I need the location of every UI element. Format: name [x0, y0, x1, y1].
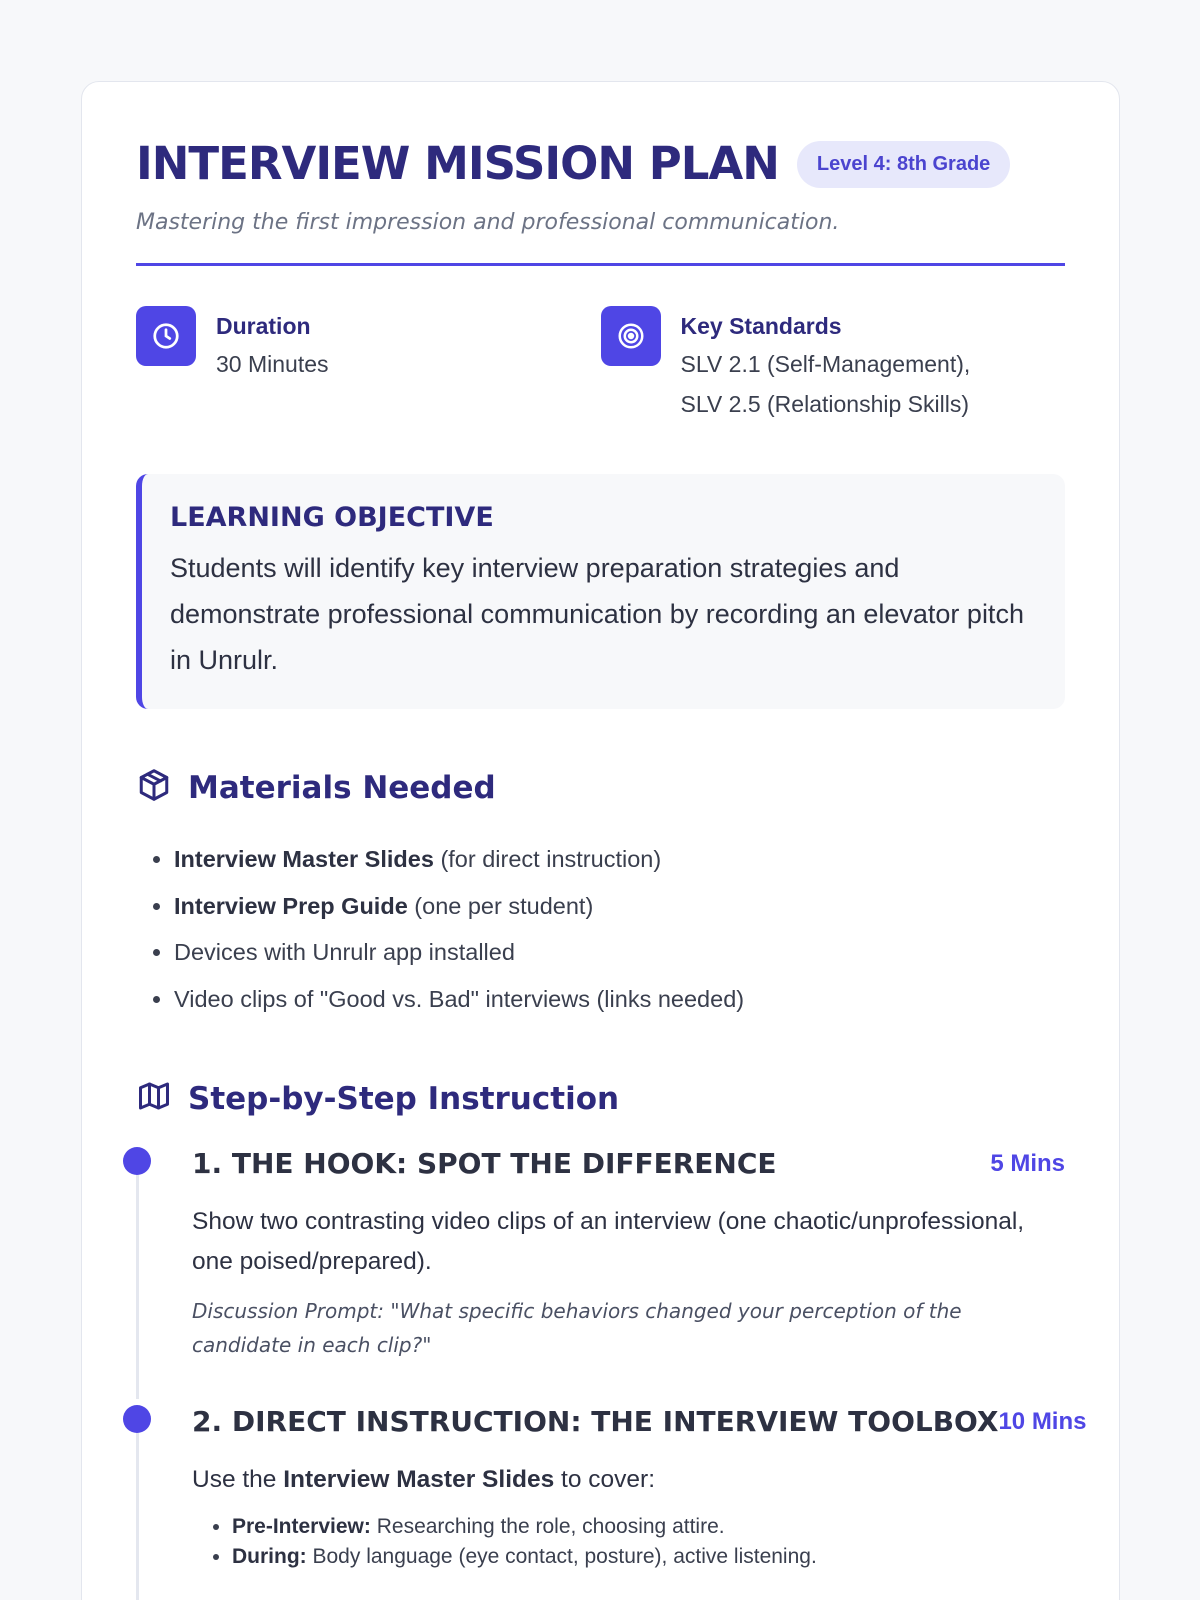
- meta-row: [136, 306, 1065, 424]
- header-divider: [136, 263, 1065, 266]
- discussion-prompt: Discussion Prompt: "What specific behaviors changed your perception of the candidate in each clip?": [192, 1299, 962, 1357]
- steps-timeline: [136, 1147, 1087, 1572]
- clock-icon: [136, 306, 196, 366]
- materials-list: [136, 836, 1065, 1022]
- duration-info: [136, 306, 601, 424]
- list-item: • Pre-Interview: Researching the role, choosing attire.: [232, 1512, 1065, 1542]
- list-item: • During: Body language (eye contact, posture), active listening.: [232, 1542, 1065, 1572]
- map-icon: [136, 1078, 172, 1119]
- standards-info: [601, 306, 1066, 424]
- page-subtitle: Mastering the first impression and professional communication.: [136, 210, 840, 235]
- timeline-line: [136, 1427, 139, 1600]
- lesson-plan-card: [81, 81, 1120, 1600]
- grade-level-badge: Level 4: 8th Grade: [797, 141, 1010, 188]
- steps-title: Step-by-Step Instruction: [188, 1080, 620, 1117]
- step-description: Show two contrasting video clips of an interview (one chaotic/unprofessional, one poised/prepared).: [192, 1208, 1025, 1275]
- materials-section: [136, 767, 1065, 1022]
- materials-title: Materials Needed: [188, 769, 496, 806]
- step-duration: 5 Mins: [990, 1149, 1065, 1177]
- duration-value: 30 Minutes: [216, 351, 329, 377]
- standards-label: Key Standards: [680, 313, 842, 339]
- standards-line: SLV 2.5 (Relationship Skills): [680, 391, 969, 417]
- target-icon: [601, 306, 661, 366]
- step-description: Use the Interview Master Slides to cover:: [192, 1466, 655, 1493]
- title-row: [136, 134, 1065, 194]
- step-item: [136, 1405, 1087, 1572]
- box-icon: [136, 767, 172, 808]
- step-duration: 10 Mins: [998, 1407, 1087, 1435]
- duration-label: Duration: [216, 313, 311, 339]
- list-item: • Devices with Unrulr app installed: [174, 929, 1065, 976]
- step-title: 1. THE HOOK: SPOT THE DIFFERENCE: [192, 1147, 777, 1180]
- learning-objective: [136, 474, 1065, 709]
- timeline-line: [136, 1169, 139, 1399]
- page-title: INTERVIEW MISSION PLAN: [136, 137, 779, 190]
- timeline-dot: [123, 1147, 151, 1175]
- list-item: • Interview Master Slides (for direct instruction): [174, 836, 1065, 883]
- materials-heading: [136, 767, 1065, 808]
- list-item: • Video clips of "Good vs. Bad" interviews (links needed): [174, 976, 1065, 1023]
- timeline-dot: [123, 1405, 151, 1433]
- objective-title: LEARNING OBJECTIVE: [170, 502, 494, 533]
- step-bullets: [192, 1512, 1065, 1572]
- list-item: • Interview Prep Guide (one per student): [174, 883, 1065, 930]
- step-title: 2. DIRECT INSTRUCTION: THE INTERVIEW TOOLBOX: [192, 1405, 999, 1438]
- standards-line: SLV 2.1 (Self-Management),: [680, 351, 971, 377]
- steps-heading: [136, 1078, 1065, 1119]
- step-item: [136, 1147, 1065, 1405]
- objective-text: Students will identify key interview preparation strategies and demonstrate professional communication by recording an elevator pitch in Unrulr.: [170, 553, 1024, 675]
